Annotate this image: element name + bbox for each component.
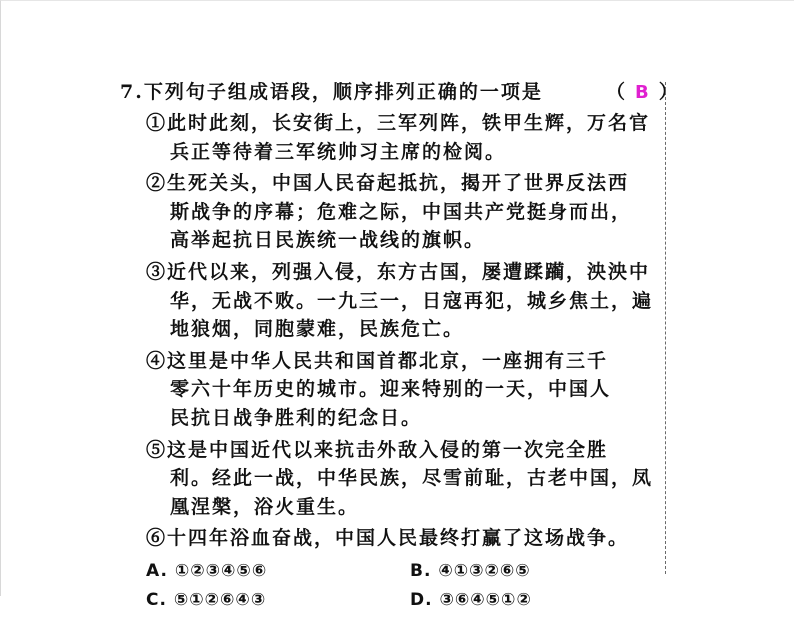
option-b[interactable]: B. ④①③②⑥⑤ (410, 560, 531, 581)
answer-close-paren: ） (658, 81, 680, 103)
sentence-item (120, 255, 665, 344)
sentence-line: ①此时此刻，长安街上，三军列阵，铁甲生辉，万名官 (146, 112, 651, 134)
sentence-line: ④这里是中华人民共和国首都北京，一座拥有三千 (146, 349, 609, 372)
answer-open-paren: （ (606, 81, 628, 103)
sentence-line: 零六十年历史的城市。迎来特别的一天，中国人 (170, 378, 612, 401)
sentence-line: 兵正等待着三军统帅习主席的检阅。 (170, 140, 507, 163)
answer-letter: B (635, 82, 651, 103)
sentence-item (120, 166, 665, 255)
question-stem-text: 7.下列句子组成语段，顺序排列正确的一项是 (120, 81, 543, 103)
sentence-line: 地狼烟，同胞蒙难，民族危亡。 (170, 318, 465, 341)
dashed-margin-rule (665, 82, 666, 574)
sentence-line: ②生死关头，中国人民奋起抵抗，揭开了世界反法西 (146, 172, 630, 195)
sentence-item (120, 106, 665, 166)
sentence-list (120, 106, 665, 553)
sentence-item (120, 521, 665, 553)
question-block (120, 78, 680, 617)
sentence-line: 利。经此一战，中华民族，尽雪前耻，古老中国，凤 (170, 467, 654, 490)
sentence-line: 斯战争的序幕；危难之际，中国共产党挺身而出， (170, 200, 633, 223)
question-stem (120, 78, 680, 106)
answer-parentheses (606, 78, 680, 107)
sentence-line: ⑤这是中国近代以来抗击外敌入侵的第一次完全胜 (146, 438, 609, 461)
sentence-line: ③近代以来，列强入侵，东方古国，屡遭蹂躏，泱泱中 (146, 260, 651, 283)
sentence-line: ⑥十四年浴血奋战，中国人民最终打赢了这场战争。 (146, 527, 630, 550)
sentence-line: 凰涅槃，浴火重生。 (170, 495, 360, 518)
option-a[interactable]: A. ①②③④⑤⑥ (146, 560, 268, 581)
answer-options (120, 557, 665, 617)
option-c[interactable]: C. ⑤①②⑥④③ (146, 589, 267, 610)
sentence-line: 民抗日战争胜利的纪念日。 (170, 406, 423, 429)
sentence-item (120, 344, 665, 433)
option-d[interactable]: D. ③⑥④⑤①② (410, 589, 532, 610)
sentence-line: 高举起抗日民族统一战线的旗帜。 (170, 229, 486, 252)
sentence-line: 华，无战不败。一九三一，日寇再犯，城乡焦土，遍 (170, 289, 654, 312)
sentence-item (120, 433, 665, 522)
